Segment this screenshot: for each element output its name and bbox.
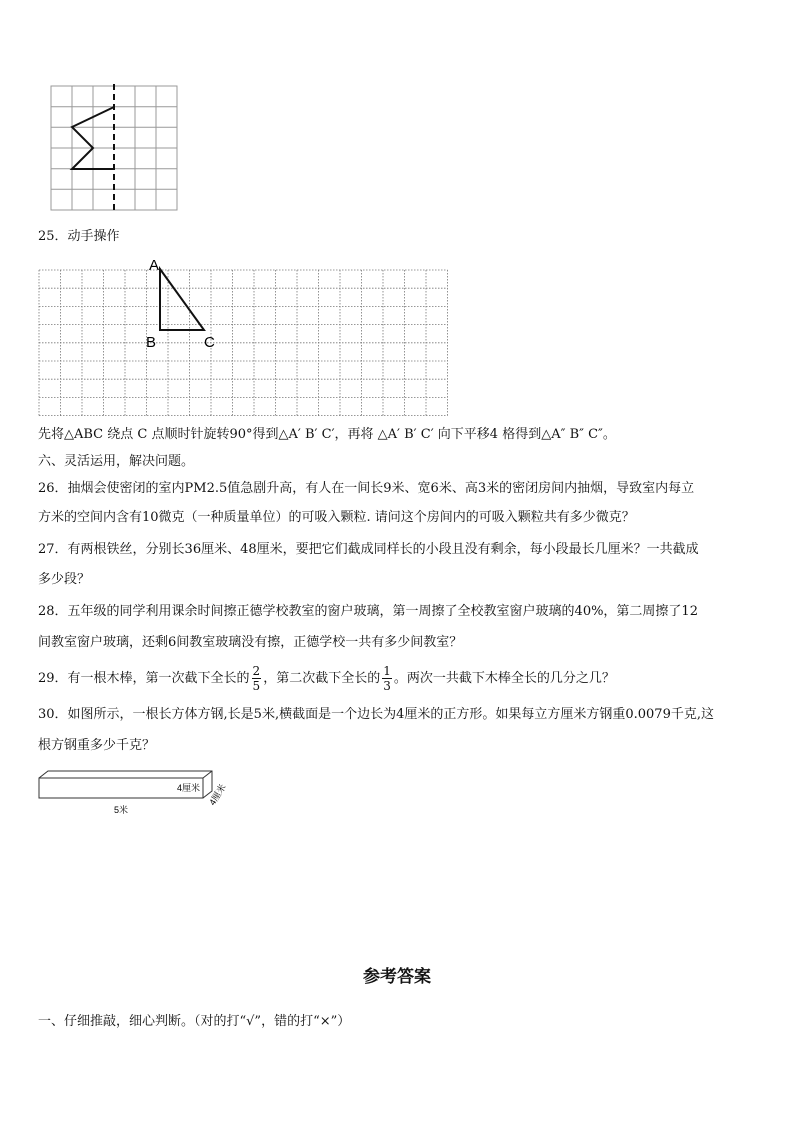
label-cross-section-top: 4厘米 (177, 783, 201, 793)
q29-part1: 29．有一根木棒，第一次截下全长的 (38, 671, 250, 686)
q29-question (38, 662, 615, 696)
q27-line2: 多少段？ (38, 572, 91, 587)
label-length: 5米 (114, 805, 129, 815)
label-b: B (146, 334, 157, 351)
fraction-two-fifths (252, 664, 262, 693)
dotted-grid (39, 270, 448, 416)
triangle-grid-figure (36, 255, 450, 418)
frac2-denominator: 3 (383, 679, 391, 693)
q27-line1: 27．有两根铁丝，分别长36厘米、48厘米，要把它们截成同样长的小段且没有剩余，每小段最长几厘米？一共截成 (38, 542, 699, 557)
q29-part2: ，第二次截下全长的 (263, 671, 381, 686)
label-a: A (149, 257, 160, 274)
q30-line2: 根方钢重多少千克？ (38, 738, 156, 753)
q25-heading: 25．动手操作 (38, 229, 120, 244)
section6-title: 六、灵活运用，解决问题。 (38, 454, 195, 469)
q28-line1: 28．五年级的同学利用课余时间擦正德学校教室的窗户玻璃，第一周擦了全校教室窗户玻璃的40%，第二周擦了12 (38, 604, 698, 619)
symmetry-grid-figure (48, 83, 182, 213)
q29-part3: 。两次一共截下木棒全长的几分之几？ (393, 671, 615, 686)
answers-section1: 一、仔细推敲，细心判断。（对的打“√”，错的打“×”） (38, 1014, 351, 1029)
label-cross-section-side: 4厘米 (207, 782, 228, 808)
triangle-abc (160, 269, 204, 330)
q26-line1: 26．抽烟会使密闭的室内PM2.5值急剧升高，有人在一间长9米、宽6米、高3米的密闭房间内抽烟，导致室内每立 (38, 481, 695, 496)
answers-title: 参考答案 (363, 967, 431, 987)
frac2-numerator: 1 (383, 664, 391, 678)
q26-line2: 方米的空间内含有10微克（一种质量单位）的可吸入颗粒. 请问这个房间内的可吸入颗粒共有多少微克？ (38, 510, 635, 525)
label-c: C (204, 334, 215, 351)
steel-bar-figure (34, 768, 244, 820)
fraction-one-third (382, 664, 392, 693)
q30-line1: 30．如图所示，一根长方体方钢,长是5米,横截面是一个边长为4厘米的正方形。如果每立方厘米方钢重0.0079千克,这 (38, 707, 714, 722)
frac1-denominator: 5 (252, 679, 261, 693)
q25-instruction: 先将△ABC 绕点 C 点顺时针旋转90°得到△A′ B′ C′，再将 △A′ B′ C′ 向下平移4 格得到△A″ B″ C″。 (38, 427, 616, 442)
frac1-numerator: 2 (252, 664, 261, 678)
q28-line2: 间教室窗户玻璃，还剩6间教室玻璃没有擦，正德学校一共有多少间教室？ (38, 635, 463, 650)
